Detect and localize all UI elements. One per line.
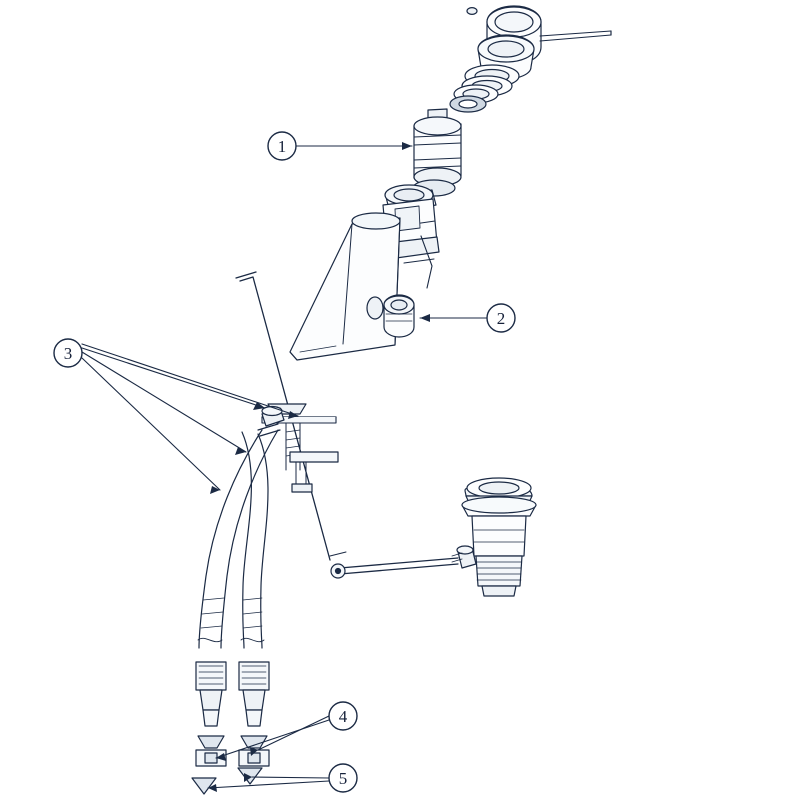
callout-3-label: 3 (63, 344, 73, 363)
callout-1[interactable] (268, 132, 296, 160)
callout-1-label: 1 (277, 137, 287, 156)
callout-5[interactable] (329, 764, 357, 792)
part-1-cartridge (413, 109, 461, 196)
callout-5-label: 5 (338, 769, 348, 788)
part-spout-body (290, 213, 400, 360)
part-2-aerator (384, 295, 414, 337)
part-4-filter-washer (196, 736, 269, 766)
callout-4-label: 4 (338, 707, 348, 726)
callout-2[interactable] (487, 304, 515, 332)
callout-bubbles (54, 132, 515, 792)
callout-4[interactable] (329, 702, 357, 730)
part-supply-hoses (196, 430, 278, 726)
part-5-seal-washer (192, 768, 262, 794)
callout-3[interactable] (54, 339, 82, 367)
part-handle-cap (450, 6, 611, 112)
callout-2-label: 2 (496, 309, 506, 328)
part-popup-drain (330, 478, 536, 596)
